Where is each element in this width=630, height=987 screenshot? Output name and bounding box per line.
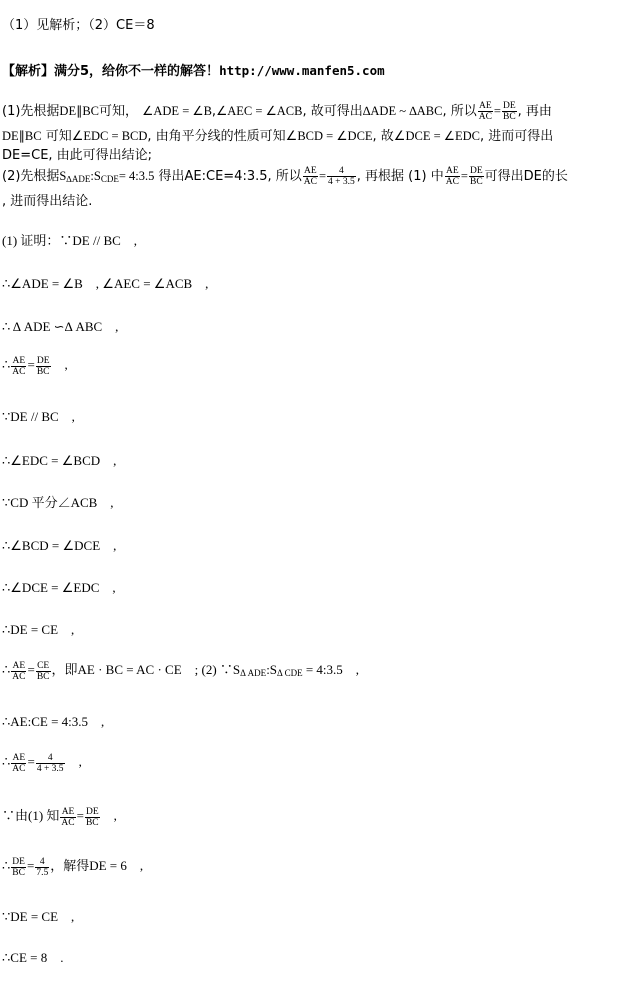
denominator: AC — [445, 177, 459, 187]
numerator: CE — [37, 660, 50, 671]
hint-text: 可知∠ — [45, 129, 84, 144]
step-text: :S — [266, 662, 278, 677]
proof-step-5 — [2, 406, 75, 425]
proof-step-7 — [2, 492, 114, 511]
hint-text: , 由角平分线的性质可知∠ — [147, 129, 298, 144]
fraction — [469, 166, 484, 187]
fraction — [36, 661, 51, 682]
proof-step-15 — [2, 855, 143, 878]
denominator: 4 + 3.5 — [328, 177, 355, 187]
fraction — [478, 101, 493, 122]
numerator: AE — [12, 355, 26, 366]
fraction — [11, 356, 26, 377]
hint-text: (2)先根据 — [2, 169, 60, 184]
hint1-line3 — [2, 144, 152, 163]
subscript: Δ ADE — [240, 668, 267, 678]
fraction — [85, 807, 100, 828]
math-expr: BCD = ∠DCE — [297, 129, 373, 143]
step-text: , — [65, 754, 82, 769]
equals-sign: = — [76, 808, 84, 823]
step-text: = 4:3.5 , — [305, 662, 360, 677]
numerator: 4 — [327, 166, 356, 177]
equals-sign: = — [460, 169, 468, 183]
fraction — [303, 166, 318, 187]
hint-text: , 再根据 (1) 中 — [356, 169, 444, 184]
denominator: BC — [12, 867, 25, 878]
hint-text: , 所以 — [442, 104, 477, 119]
step-text: ∵CD 平分∠ACB , — [2, 495, 114, 510]
proof-step-6 — [2, 450, 116, 469]
therefore-symbol: ∴ — [2, 858, 11, 873]
hint2-line2 — [2, 190, 92, 209]
equals-sign: = — [27, 754, 35, 769]
denominator: 4 + 3.5 — [36, 763, 64, 774]
numerator: AE — [304, 166, 317, 176]
therefore-symbol: ∴ — [2, 662, 11, 677]
denominator: AC — [478, 112, 492, 122]
step-text: ∴∠DCE = ∠EDC , — [2, 580, 116, 595]
hint-text: 可得出DE的长 — [484, 169, 568, 184]
step-text: ，解得DE = 6 , — [50, 858, 144, 873]
fraction — [36, 356, 51, 377]
equals-sign: = — [493, 104, 501, 118]
step-text: ∵由(1) 知 — [2, 808, 60, 823]
math-expr: EDC = BCD — [83, 129, 148, 143]
math-expr: :S — [90, 169, 101, 183]
hint-text: (1)先根据 — [2, 104, 60, 119]
denominator: BC — [36, 671, 50, 682]
numerator: AE — [12, 660, 26, 671]
math-expr: ∠AEC = ∠ACB — [216, 104, 303, 118]
step-text: ∴CE = 8 . — [2, 950, 64, 965]
denominator: 7.5 — [36, 867, 49, 878]
hint1-line1 — [2, 100, 552, 122]
equals-sign: = — [318, 169, 327, 183]
proof-step-3 — [2, 316, 118, 335]
analysis-banner — [2, 60, 385, 80]
fraction — [35, 857, 49, 878]
subscript: CDE — [100, 174, 119, 184]
fraction — [327, 166, 356, 187]
math-expr: DE∥BC — [59, 104, 100, 118]
equals-sign: = — [27, 662, 35, 677]
numerator: AE — [478, 101, 492, 111]
fraction — [36, 753, 65, 774]
hint-text: DE=CE, 由此可得出结论; — [2, 148, 153, 163]
proof-step-14 — [2, 805, 117, 828]
hint-text: 得出AE:CE=4:3.5, 所以 — [158, 169, 302, 184]
equals-sign: = — [27, 357, 35, 372]
equals-sign: = — [26, 858, 35, 873]
step-text: ∵DE = CE , — [2, 909, 75, 924]
step-text: ∴ Δ ADE ∽Δ ABC , — [2, 319, 119, 334]
numerator: DE — [502, 101, 516, 111]
step-text: , — [100, 808, 117, 823]
numerator: DE — [12, 856, 25, 867]
fraction — [11, 661, 26, 682]
step-text: ∵DE // BC , — [2, 409, 75, 424]
hint-text: , 故可得出 — [302, 104, 363, 119]
numerator: AE — [445, 166, 459, 176]
proof-step-13 — [2, 751, 82, 774]
hint-text: , 故∠ — [372, 129, 406, 144]
step-text: ∴AE:CE = 4:3.5 , — [2, 714, 105, 729]
hint-text: , 再由 — [517, 104, 552, 119]
answer-part2: （2）CE＝8 — [88, 18, 155, 33]
math-expr: ∆ADE ~ ∆ABC — [362, 104, 443, 118]
step-text: ∴∠ADE = ∠B , ∠AEC = ∠ACB , — [2, 276, 209, 291]
proof-step-9 — [2, 577, 116, 596]
denominator: AC — [12, 763, 26, 774]
answer-summary — [2, 14, 155, 33]
denominator: AC — [61, 817, 75, 828]
fraction — [11, 753, 26, 774]
step-text: ∴∠EDC = ∠BCD , — [2, 453, 117, 468]
proof-step-2 — [2, 273, 208, 292]
denominator: BC — [36, 366, 50, 377]
proof-step-8 — [2, 535, 116, 554]
proof-step-4 — [2, 354, 68, 377]
denominator: AC — [303, 177, 317, 187]
therefore-symbol: ∴ — [2, 357, 11, 372]
subscript: Δ CDE — [277, 668, 303, 678]
therefore-symbol: ∴ — [2, 754, 11, 769]
fraction — [502, 101, 517, 122]
hint-text: , — [211, 104, 217, 119]
hint-text: , 进而得出结论. — [2, 194, 93, 209]
hint-text: , 进而可得出 — [479, 129, 554, 144]
denominator: BC — [85, 817, 99, 828]
hint2-line1 — [2, 165, 568, 187]
fraction — [60, 807, 75, 828]
proof-step-11 — [2, 659, 359, 682]
math-expr: DE∥BC — [2, 129, 42, 143]
math-expr: S — [59, 169, 67, 183]
numerator: DE — [469, 166, 483, 176]
math-expr: = 4:3.5 — [118, 169, 155, 183]
numerator: 4 — [35, 857, 49, 868]
numerator: AE — [12, 752, 26, 763]
proof-step-12 — [2, 711, 104, 730]
denominator: BC — [469, 177, 483, 187]
denominator: BC — [502, 112, 516, 122]
fraction — [445, 166, 460, 187]
banner-url: http://www.manfen5.com — [219, 63, 385, 78]
numerator: DE — [36, 355, 50, 366]
math-expr: DCE = ∠EDC — [405, 129, 480, 143]
step-text: ，即AE · BC = AC · CE ; (2) ∵S — [51, 662, 241, 677]
step-text: , — [51, 357, 68, 372]
hint1-line2 — [2, 125, 553, 144]
numerator: DE — [85, 806, 99, 817]
step-text: ∴∠BCD = ∠DCE , — [2, 538, 117, 553]
proof-step-1 — [2, 230, 137, 249]
proof-step-17 — [2, 947, 63, 966]
numerator: AE — [61, 806, 75, 817]
step-text: (1) 证明：∵DE // BC , — [2, 233, 138, 248]
denominator: AC — [12, 366, 26, 377]
denominator: AC — [12, 671, 26, 682]
banner-slogan: 满分5，给你不一样的解答！ — [54, 64, 220, 79]
answer-part1: （1）见解析； — [2, 18, 89, 33]
math-expr: ∠ADE = ∠B — [142, 104, 212, 118]
numerator: 4 — [36, 753, 65, 764]
step-text: ∴DE = CE , — [2, 622, 75, 637]
fraction — [11, 857, 26, 878]
proof-step-16 — [2, 906, 74, 925]
proof-step-10 — [2, 619, 74, 638]
analysis-label: 【解析】 — [2, 64, 55, 79]
subscript: ∆ADE — [66, 174, 91, 184]
hint-text: 可知， — [99, 104, 139, 119]
